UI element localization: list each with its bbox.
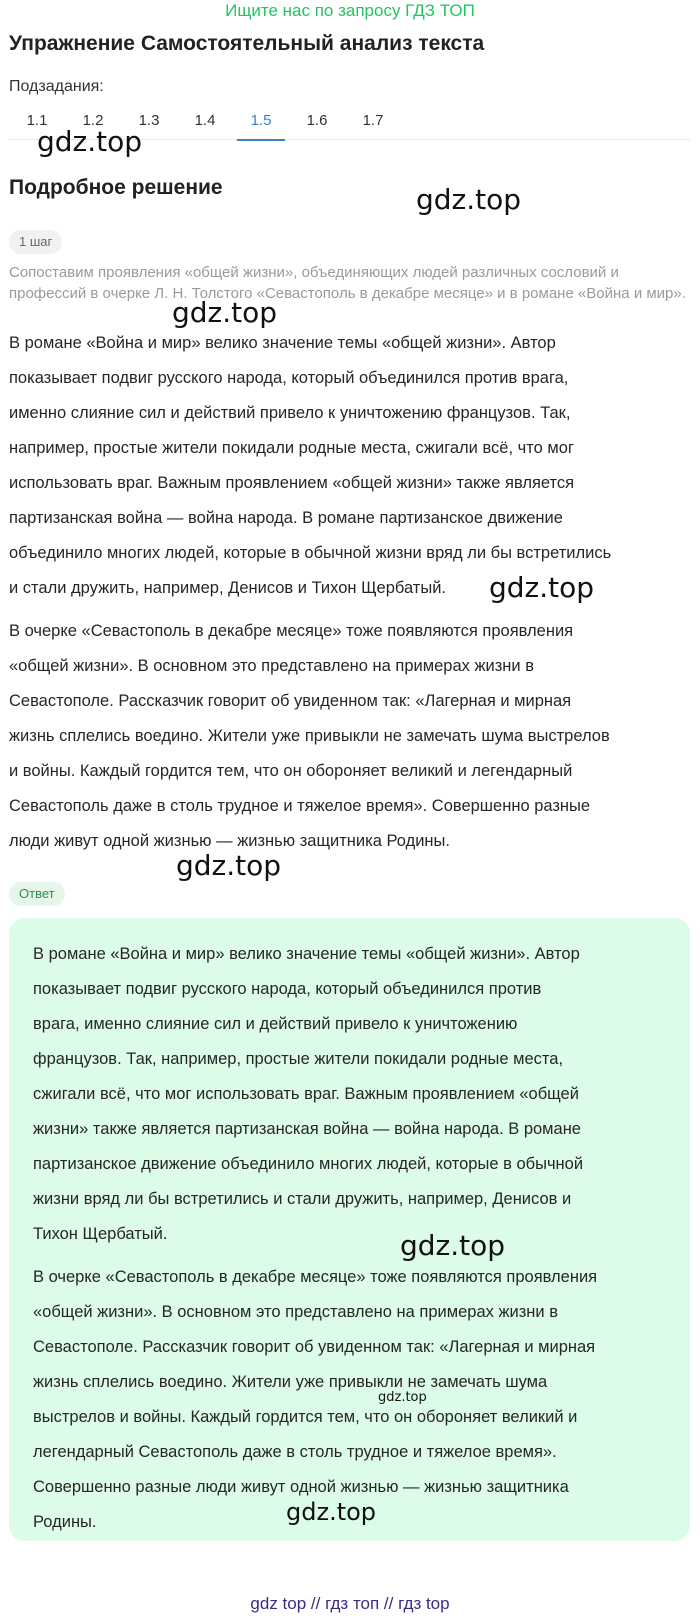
text-line: В очерке «Севастополь в декабре месяце» тоже появляются проявления: [33, 1268, 598, 1286]
text-line: легендарный Севастополь даже в столь трудное и тяжелое время».: [33, 1443, 557, 1461]
watermark-small: gdz.top: [378, 1390, 427, 1405]
subtasks-label: Подзадания:: [9, 78, 104, 95]
tab-1-3[interactable]: 1.3: [138, 112, 160, 129]
solution-paragraph-2: [9, 614, 689, 859]
task-prompt: Сопоставим проявления «общей жизни», объединяющих людей различных сословий и профессий в очерке Л. Н. Толстого «Севастополь в декабре месяце» и в романе «Война и мир».: [9, 264, 686, 302]
watermark: gdz.top: [400, 1229, 506, 1262]
text-line: Севастополе. Рассказчик говорит об увиденном так: «Лагерная и мирная: [9, 692, 572, 710]
text-line: например, простые жители покидали родные места, сжигали всё, что мог: [9, 439, 574, 457]
text-line: показывает подвиг русского народа, который объединился против врага,: [9, 369, 569, 387]
text-line: жизнь сплелись воедино. Жители уже привыкли не замечать шума выстрелов: [9, 727, 610, 745]
text-line: жизнь сплелись воедино. Жители уже привыкли не замечать шума: [33, 1373, 548, 1391]
footer-links[interactable]: gdz top // гдз топ // гдз top: [250, 1594, 450, 1613]
text-line: Севастополе. Рассказчик говорит об увиденном так: «Лагерная и мирная: [33, 1338, 596, 1356]
watermark: gdz.top: [172, 296, 278, 329]
text-line: французов. Так, например, простые жители покидали родные места,: [33, 1050, 564, 1068]
text-line: выстрелов и войны. Каждый гордится тем, что он обороняет великий и: [33, 1408, 578, 1426]
text-line: В романе «Война и мир» велико значение темы «общей жизни». Автор: [33, 945, 580, 963]
text-line: Родины.: [33, 1513, 97, 1531]
text-line: люди живут одной жизнью — жизнью защитника Родины.: [9, 832, 450, 850]
answer-paragraph-1: [33, 937, 653, 1252]
text-line: В очерке «Севастополь в декабре месяце» тоже появляются проявления: [9, 622, 574, 640]
step-badge: 1 шаг: [9, 230, 62, 254]
text-line: сжигали всё, что мог использовать враг. Важным проявлением «общей: [33, 1085, 579, 1103]
tab-1-5-active[interactable]: 1.5: [233, 104, 289, 140]
text-line: В романе «Война и мир» велико значение темы «общей жизни». Автор: [9, 334, 556, 352]
text-line: врага, именно слияние сил и действий привело к уничтожению: [33, 1015, 518, 1033]
text-line: партизанское движение объединило многих людей, которые в обычной: [33, 1155, 584, 1173]
text-line: «общей жизни». В основном это представлено на примерах жизни в: [33, 1303, 558, 1321]
text-line: «общей жизни». В основном это представлено на примерах жизни в: [9, 657, 534, 675]
tab-1-6[interactable]: 1.6: [306, 112, 328, 129]
tab-1-7[interactable]: 1.7: [362, 112, 384, 129]
text-line: показывает подвиг русского народа, который объединился против: [33, 980, 542, 998]
text-line: партизанская война — война народа. В романе партизанское движение: [9, 509, 563, 527]
watermark: gdz.top: [489, 571, 595, 604]
tab-1-2[interactable]: 1.2: [82, 112, 104, 129]
tab-1-4[interactable]: 1.4: [194, 112, 216, 129]
text-line: Тихон Щербатый.: [33, 1225, 168, 1243]
watermark: gdz.top: [37, 125, 143, 158]
text-line: Севастополь даже в столь трудное и тяжелое время». Совершенно разные: [9, 797, 591, 815]
tab-1-1[interactable]: 1.1: [26, 112, 48, 129]
answer-badge: Ответ: [9, 882, 65, 906]
solution-paragraph-1: [9, 326, 689, 606]
watermark: gdz.top: [286, 1498, 377, 1526]
section-title: Подробное решение: [9, 176, 223, 199]
text-line: и войны. Каждый гордится тем, что он обороняет великий и легендарный: [9, 762, 573, 780]
search-banner[interactable]: Ищите нас по запросу ГДЗ ТОП: [225, 1, 475, 20]
text-line: жизни» также является партизанская война — война народа. В романе: [33, 1120, 581, 1138]
watermark: gdz.top: [416, 183, 522, 216]
text-line: Совершенно разные люди живут одной жизнью — жизнью защитника: [33, 1478, 569, 1496]
text-line: именно слияние сил и действий привело к уничтожению французов. Так,: [9, 404, 571, 422]
text-line: жизни вряд ли бы встретились и стали дружить, например, Денисов и: [33, 1190, 572, 1208]
watermark: gdz.top: [176, 849, 282, 882]
text-line: использовать враг. Важным проявлением «общей жизни» также является: [9, 474, 575, 492]
text-line: объединило многих людей, которые в обычной жизни вряд ли бы встретились: [9, 544, 612, 562]
text-line: и стали дружить, например, Денисов и Тихон Щербатый.: [9, 579, 447, 597]
exercise-title: Упражнение Самостоятельный анализ текста: [9, 32, 485, 55]
